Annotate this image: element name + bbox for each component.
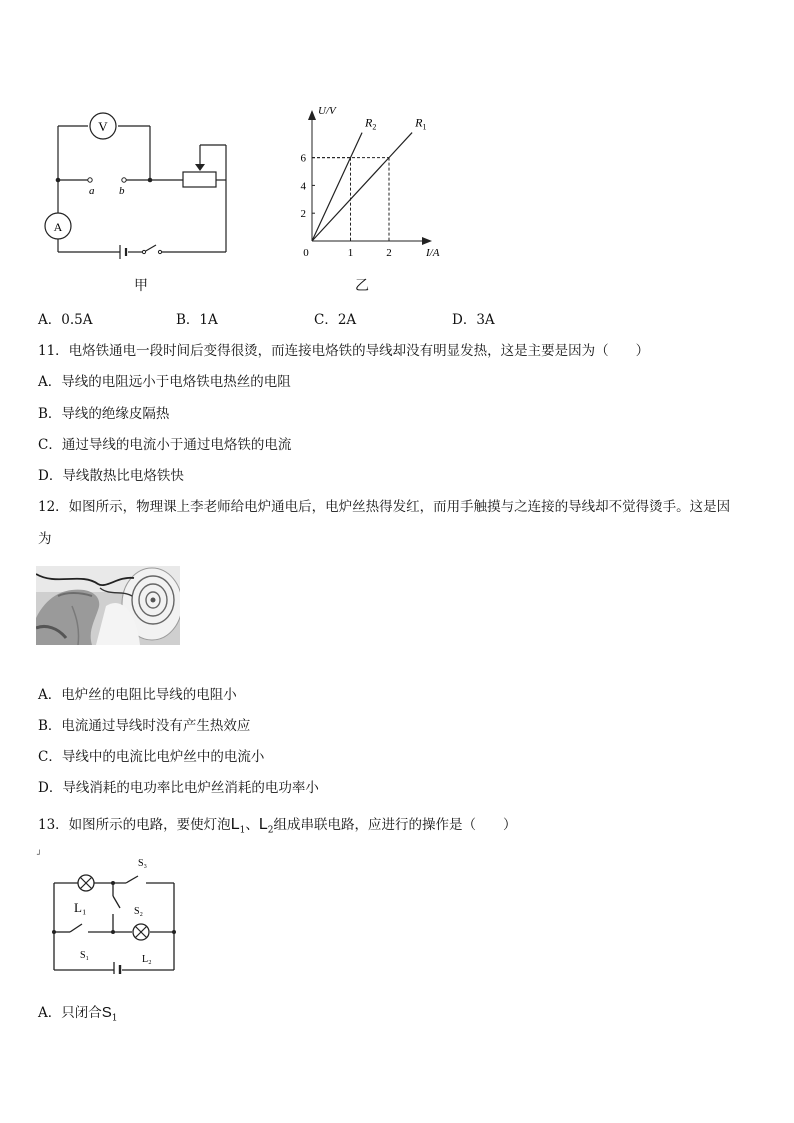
y-axis-label: U/V xyxy=(318,105,336,117)
ammeter-label: A xyxy=(53,220,63,234)
point-a-label: a xyxy=(89,185,95,197)
x-axis-arrow xyxy=(422,237,432,245)
x-tick-label-2: 2 xyxy=(386,247,392,259)
x-tick-label-0: 0 xyxy=(303,247,309,259)
q11-option-d[interactable]: D．导线散热比电烙铁快 xyxy=(38,468,184,484)
y-tick-label-4: 4 xyxy=(300,180,306,193)
figure-yi-caption: 乙 xyxy=(355,278,369,294)
x-axis-label: I/A xyxy=(426,247,440,259)
q13-stem-post: 组成串联电路，应进行的操作是（ ） xyxy=(273,817,517,833)
q12-stove-photo xyxy=(36,566,180,645)
q13-l1-sub: 1 xyxy=(239,825,246,836)
q13-label-l1: L₁ xyxy=(74,900,87,915)
q13-stem-pre: 13．如图所示的电路，要使灯泡 xyxy=(38,817,231,833)
q10-option-c[interactable]: C．2A xyxy=(314,312,357,328)
q12-option-b[interactable]: B．电流通过导线时没有产生热效应 xyxy=(38,718,251,734)
series-line-0 xyxy=(312,133,362,241)
q10-option-a[interactable]: A．0.5A xyxy=(38,312,93,328)
q13-option-a-sub: 1 xyxy=(111,1013,118,1024)
q12-option-d[interactable]: D．导线消耗的电功率比电炉丝消耗的电功率小 xyxy=(38,780,319,796)
series-line-1 xyxy=(312,133,412,241)
series-label-1: $R_1$ xyxy=(415,115,427,132)
q13-option-a-text: A．只闭合 xyxy=(38,1005,102,1021)
q13-l2-sub: 2 xyxy=(267,825,274,836)
y-tick-label-6: 6 xyxy=(300,152,306,165)
q13-sep: 、 xyxy=(245,817,259,833)
q13-l2: L xyxy=(258,816,268,833)
point-b-label: b xyxy=(119,185,125,197)
q13-label-s1: S₁ xyxy=(80,950,90,961)
q10-option-d[interactable]: D．3A xyxy=(452,312,495,328)
y-axis-arrow xyxy=(308,110,316,120)
q13-circuit xyxy=(50,852,180,974)
q12-stem-line2: 为 xyxy=(38,531,52,547)
q13-label-l2: L₂ xyxy=(142,954,152,965)
q13-option-a-s: S xyxy=(101,1004,112,1021)
q13-stem xyxy=(38,816,516,840)
q11-stem: 11．电烙铁通电一段时间后变得很烫，而连接电烙铁的导线却没有明显发热，这是主要是因为（ ） xyxy=(38,343,650,359)
y-tick-label-2: 2 xyxy=(300,208,306,221)
voltmeter-label: V xyxy=(98,119,108,134)
q13-corner-mark: ┘ xyxy=(37,850,42,859)
q13-option-a[interactable] xyxy=(38,1004,118,1028)
series-label-sub-0: 2 xyxy=(372,122,377,132)
q12-option-a[interactable]: A．电炉丝的电阻比导线的电阻小 xyxy=(38,687,237,703)
q11-option-a[interactable]: A．导线的电阻远小于电烙铁电热丝的电阻 xyxy=(38,374,291,390)
q10-option-b[interactable]: B．1A xyxy=(176,312,218,328)
x-tick-label-1: 1 xyxy=(347,247,354,259)
q11-option-b[interactable]: B．导线的绝缘皮隔热 xyxy=(38,406,170,422)
q11-option-c[interactable]: C．通过导线的电流小于通过电烙铁的电流 xyxy=(38,437,292,453)
q12-stem-line1: 12．如图所示，物理课上李老师给电炉通电后，电炉丝热得发红，而用手触摸与之连接的导线却不觉得烫手。这是因 xyxy=(38,499,731,515)
series-label-sub-1: 1 xyxy=(422,122,427,132)
q13-label-s2: S₂ xyxy=(134,906,144,917)
q13-l1: L xyxy=(230,816,240,833)
figure-yi-chart xyxy=(296,98,456,268)
q12-option-c[interactable]: C．导线中的电流比电炉丝中的电流小 xyxy=(38,749,265,765)
figure-jia-caption: 甲 xyxy=(134,278,148,294)
figure-jia-circuit xyxy=(40,108,240,268)
q13-label-s3: S₃ xyxy=(138,858,148,869)
series-label-0: $R_2$ xyxy=(365,115,377,132)
